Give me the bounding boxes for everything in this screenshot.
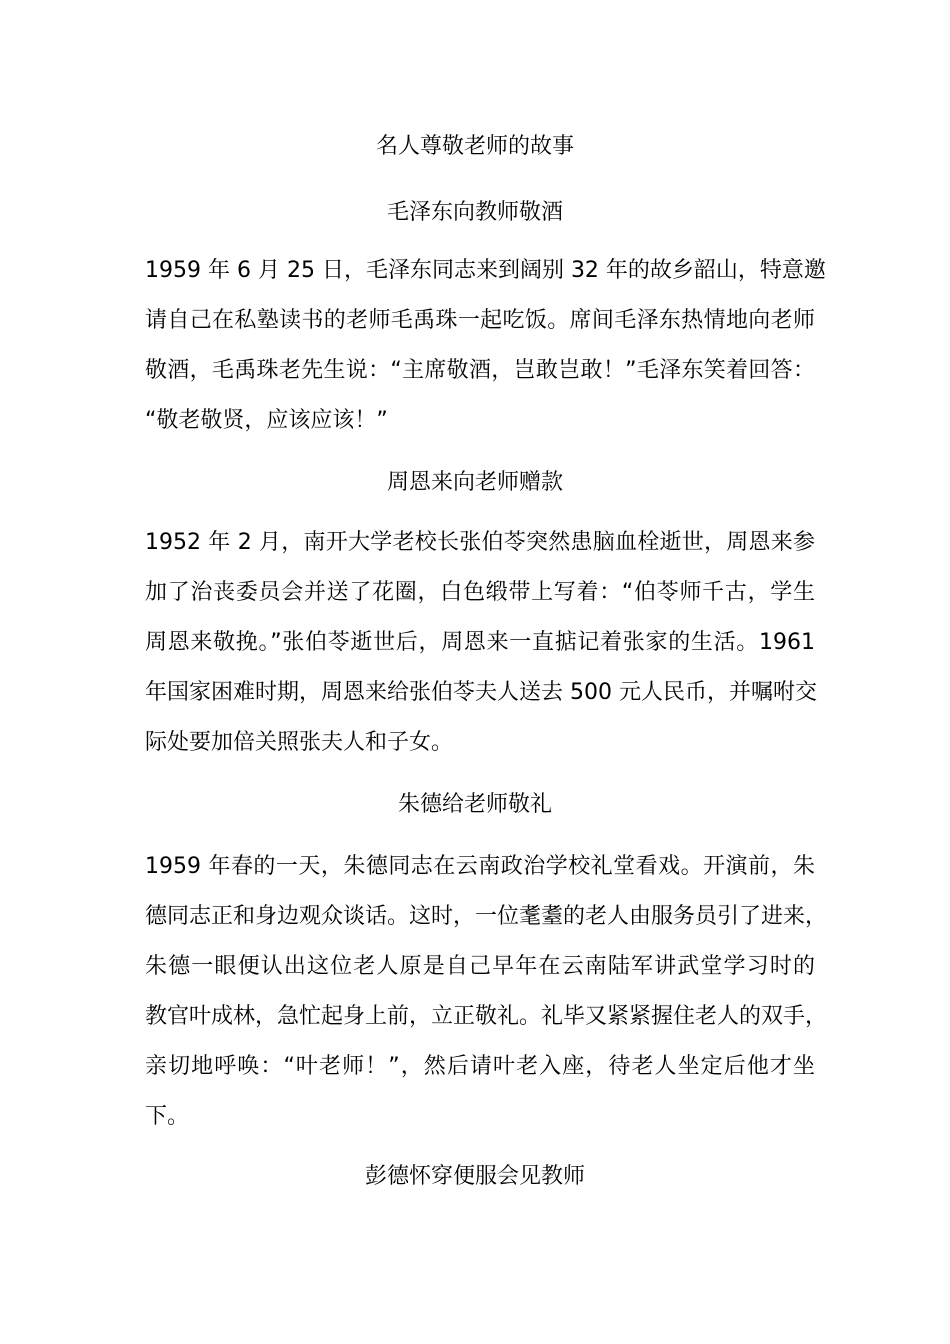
paragraph-line: 际处要加倍关照张夫人和子女。 (145, 730, 454, 755)
paragraph-line: 请自己在私塾读书的老师毛禹珠一起吃饭。席间毛泽东热情地向老师 (145, 308, 815, 333)
paragraph-line: “敬老敬贤，应该应该！” (145, 408, 388, 433)
section-heading-peng: 彭德怀穿便服会见教师 (364, 1164, 585, 1189)
paragraph-line: 1959 年春的一天，朱德同志在云南政治学校礼堂看戏。开演前，朱 (145, 854, 815, 879)
paragraph-line: 加了治丧委员会并送了花圈，白色缎带上写着：“伯苓师千古，学生 (145, 580, 815, 605)
paragraph-line: 亲切地呼唤：“叶老师！”，然后请叶老入座，待老人坐定后他才坐 (145, 1054, 815, 1079)
paragraph-line: 教官叶成林，急忙起身上前，立正敬礼。礼毕又紧紧握住老人的双手， (145, 1004, 828, 1029)
paragraph-zhu (145, 842, 828, 1142)
paragraph-line: 敬酒，毛禹珠老先生说：“主席敬酒，岂敢岂敢！”毛泽东笑着回答： (145, 358, 815, 383)
paragraph-line: 1959 年 6 月 25 日，毛泽东同志来到阔别 32 年的故乡韶山，特意邀 (145, 258, 826, 283)
paragraph-line: 1952 年 2 月，南开大学老校长张伯苓突然患脑血栓逝世，周恩来参 (145, 530, 815, 555)
section-heading-zhu: 朱德给老师敬礼 (397, 792, 552, 817)
paragraph-line: 周恩来敬挽。”张伯苓逝世后，周恩来一直掂记着张家的生活。1961 (145, 630, 815, 655)
paragraph-line: 年国家困难时期，周恩来给张伯苓夫人送去 500 元人民币，并嘱咐交 (145, 680, 817, 705)
page-title: 名人尊敬老师的故事 (375, 134, 574, 159)
paragraph-line: 下。 (145, 1104, 190, 1129)
section-heading-zhou: 周恩来向老师赠款 (386, 470, 563, 495)
paragraph-line: 朱德一眼便认出这位老人原是自己早年在云南陆军讲武堂学习时的 (145, 954, 815, 979)
section-heading-mao: 毛泽东向教师敬酒 (386, 200, 563, 225)
paragraph-zhou (145, 518, 815, 768)
paragraph-line: 德同志正和身边观众谈话。这时，一位耄耋的老人由服务员引了进来， (145, 904, 828, 929)
paragraph-mao (145, 246, 826, 446)
